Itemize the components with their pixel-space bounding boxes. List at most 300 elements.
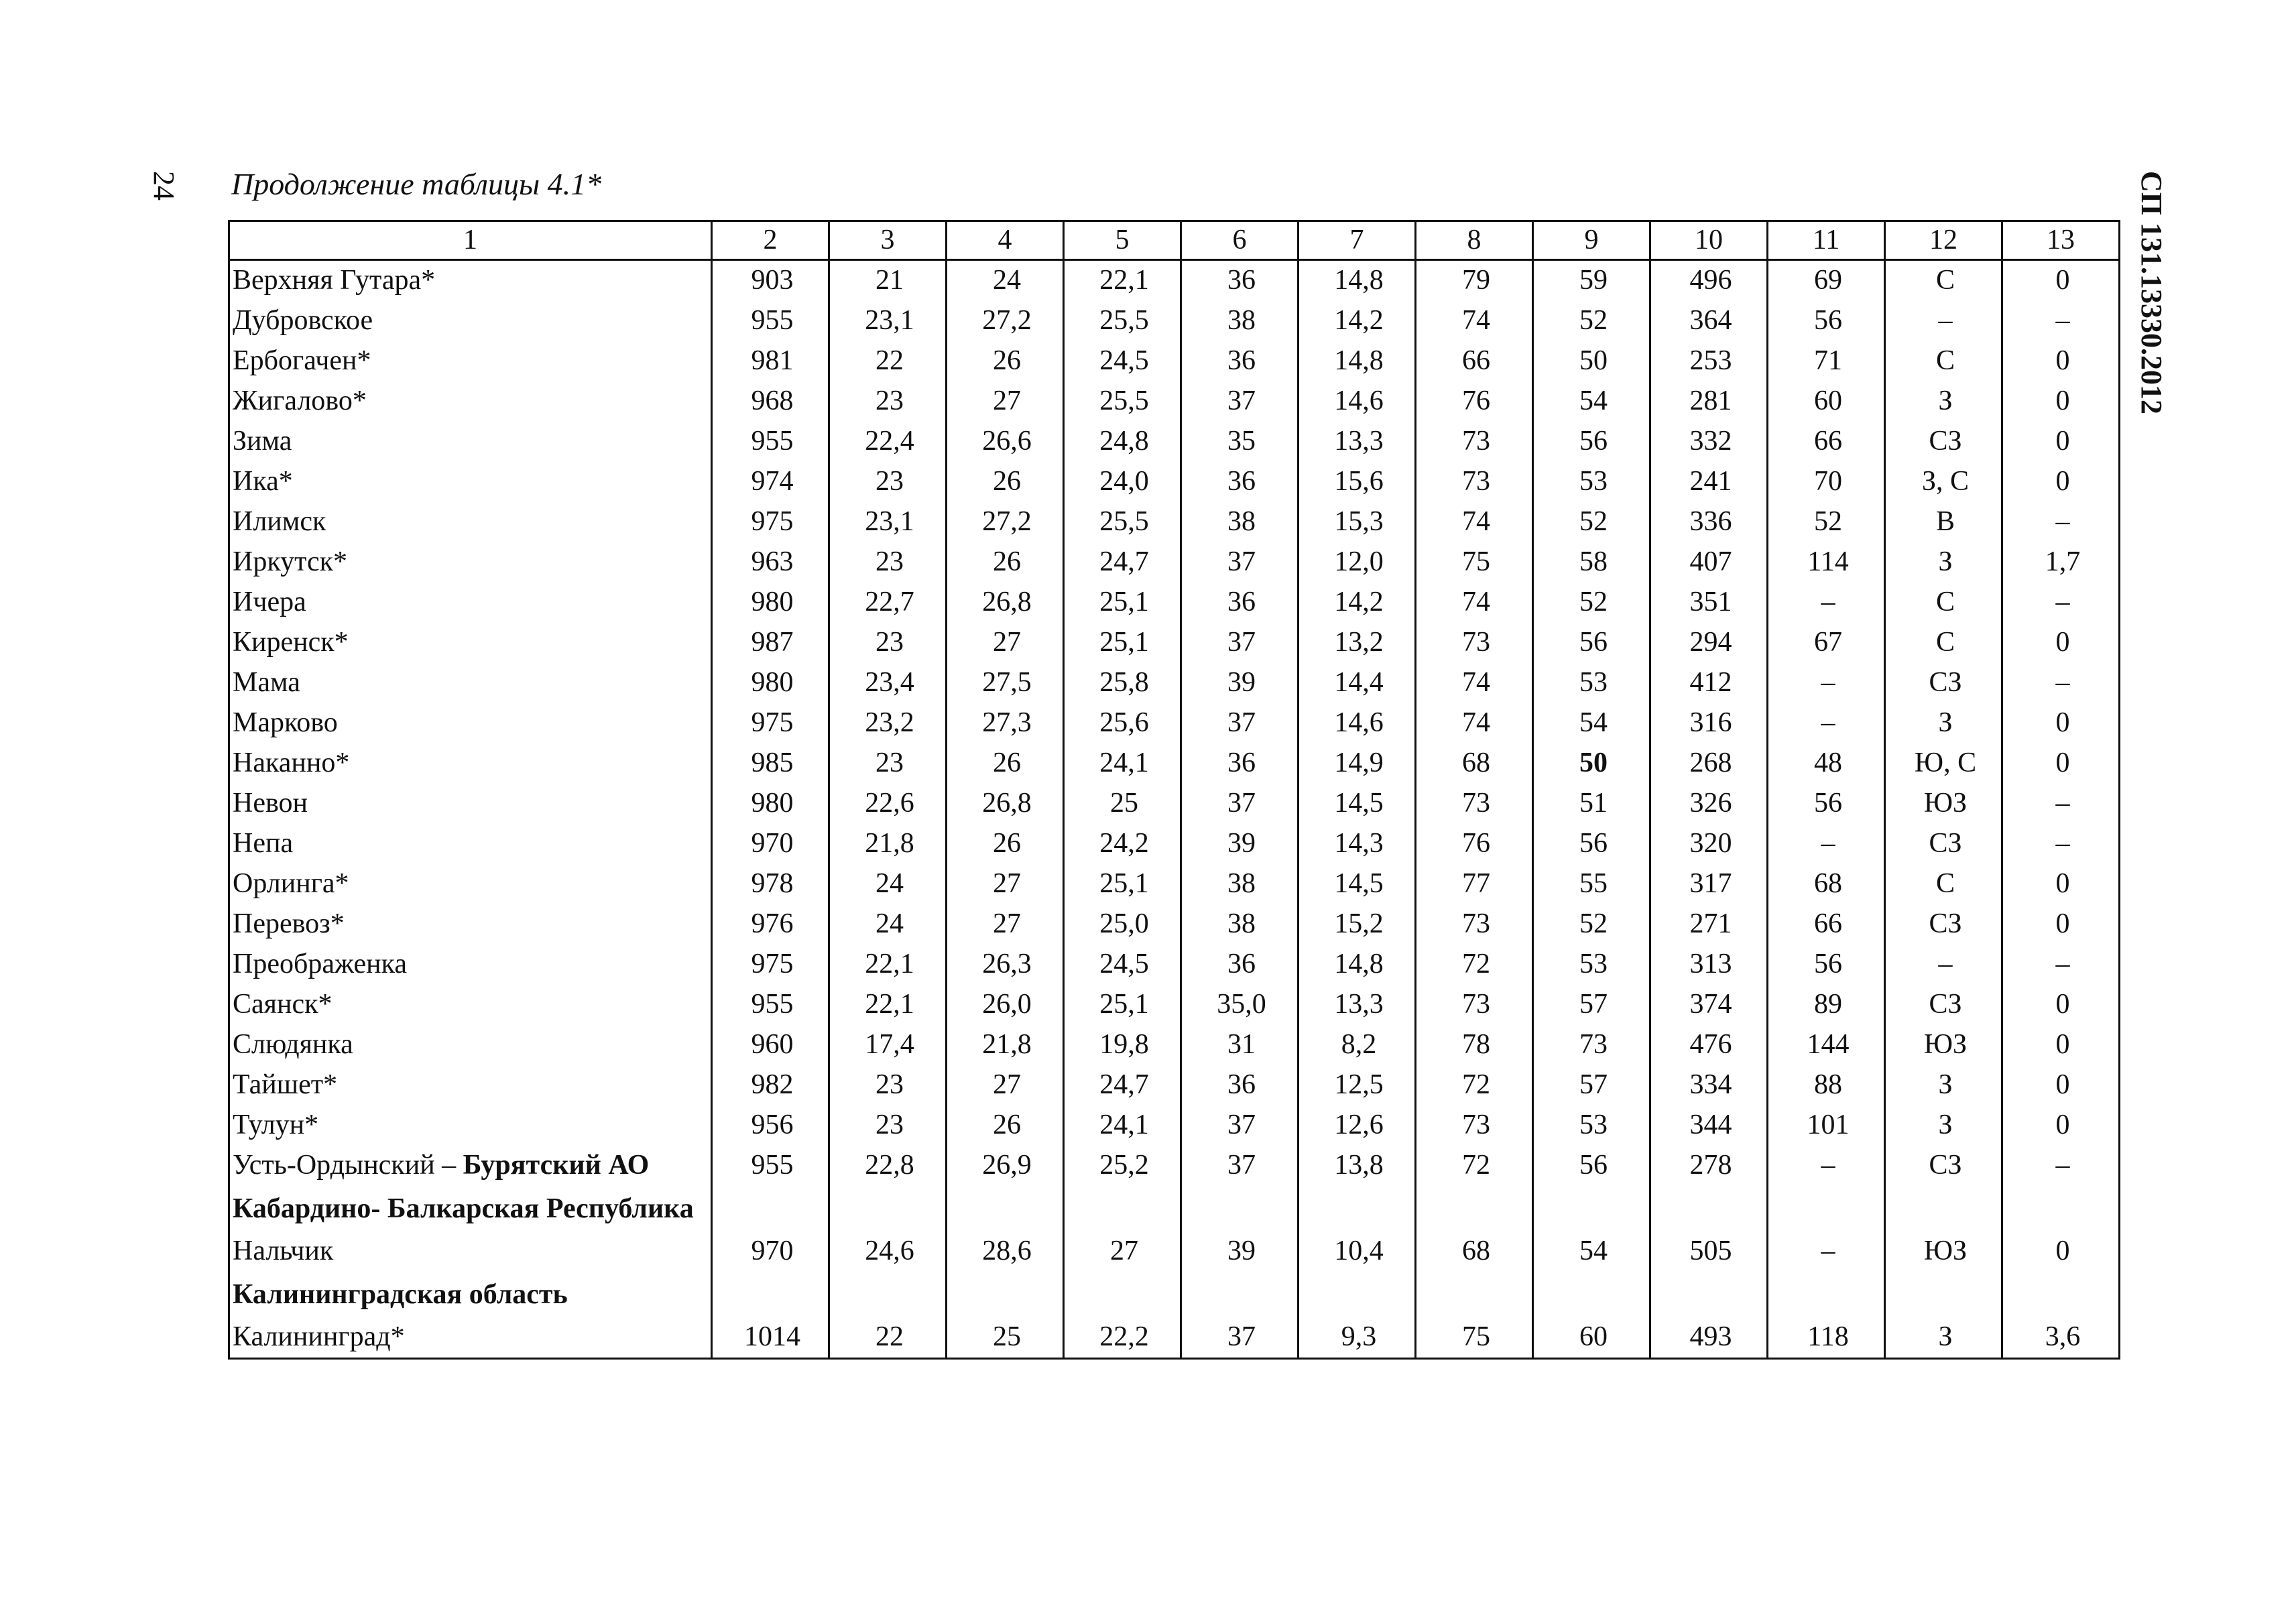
table-row [229, 1065, 2120, 1105]
value-cell-col-10: 281 [1650, 381, 1768, 422]
value-cell-col-7: 12,0 [1298, 542, 1416, 583]
value-cell-col-3: 23,1 [829, 301, 947, 341]
value-cell-col-13: 0 [2002, 1025, 2120, 1065]
location-name-text: Илимск [233, 506, 326, 538]
location-name-text: Наканно* [233, 747, 350, 779]
value-cell-col-4: 27,3 [947, 703, 1064, 743]
location-name-text: Дубровское [233, 305, 373, 337]
empty-cell [1064, 1186, 1181, 1231]
value-cell-col-3: 22,1 [829, 985, 947, 1025]
value-cell-col-5: 24,8 [1064, 422, 1181, 462]
location-name [229, 542, 712, 583]
value-cell-col-6: 37 [1181, 623, 1298, 663]
value-cell-col-3: 22,8 [829, 1146, 947, 1186]
value-cell-col-11: – [1768, 583, 1885, 623]
table-row [229, 864, 2120, 904]
value-cell-col-4: 27 [947, 623, 1064, 663]
value-cell-col-3: 23 [829, 462, 947, 502]
value-cell-col-6: 37 [1181, 542, 1298, 583]
empty-cell [1181, 1186, 1298, 1231]
value-cell-col-2: 955 [712, 422, 829, 462]
value-cell-col-13: 0 [2002, 1231, 2120, 1272]
value-cell-col-3: 22 [829, 1317, 947, 1359]
table-row [229, 1146, 2120, 1186]
table-row [229, 663, 2120, 703]
value-cell-col-2: 955 [712, 985, 829, 1025]
value-cell-col-12: З [1885, 703, 2002, 743]
value-cell-col-5: 25,8 [1064, 663, 1181, 703]
location-name [229, 703, 712, 743]
page-number: 24 [147, 171, 180, 200]
value-cell-col-11: – [1768, 663, 1885, 703]
value-cell-col-6: 37 [1181, 703, 1298, 743]
value-cell-col-7: 14,2 [1298, 301, 1416, 341]
value-cell-col-11: 66 [1768, 422, 1885, 462]
value-cell-col-4: 27 [947, 1065, 1064, 1105]
value-cell-col-12: СЗ [1885, 1146, 2002, 1186]
value-cell-col-12: С [1885, 864, 2002, 904]
value-cell-col-8: 75 [1416, 1317, 1533, 1359]
location-name-text: Жигалово* [233, 385, 367, 417]
value-cell-col-3: 23 [829, 381, 947, 422]
value-cell-col-5: 19,8 [1064, 1025, 1181, 1065]
table-row [229, 1025, 2120, 1065]
value-cell-col-11: 88 [1768, 1065, 1885, 1105]
empty-cell [1298, 1186, 1416, 1231]
value-cell-col-3: 21,8 [829, 824, 947, 864]
value-cell-col-2: 1014 [712, 1317, 829, 1359]
value-cell-col-5: 24,0 [1064, 462, 1181, 502]
value-cell-col-8: 73 [1416, 462, 1533, 502]
value-cell-col-10: 407 [1650, 542, 1768, 583]
location-name [229, 1231, 712, 1272]
value-cell-col-12: З [1885, 1317, 2002, 1359]
value-cell-col-6: 35,0 [1181, 985, 1298, 1025]
empty-cell [1064, 1272, 1181, 1317]
value-cell-col-5: 24,1 [1064, 743, 1181, 784]
value-cell-col-10: 332 [1650, 422, 1768, 462]
location-name [229, 904, 712, 945]
value-cell-col-5: 25,0 [1064, 904, 1181, 945]
value-cell-col-11: 56 [1768, 945, 1885, 985]
value-cell-col-9: 58 [1533, 542, 1650, 583]
table-row [229, 904, 2120, 945]
value-cell-col-6: 37 [1181, 784, 1298, 824]
value-cell-col-9: 51 [1533, 784, 1650, 824]
value-cell-col-8: 68 [1416, 1231, 1533, 1272]
value-cell-col-13: – [2002, 824, 2120, 864]
value-cell-col-13: – [2002, 784, 2120, 824]
location-name [229, 1065, 712, 1105]
value-cell-col-8: 73 [1416, 422, 1533, 462]
value-cell-col-5: 25,1 [1064, 864, 1181, 904]
value-cell-col-5: 25,1 [1064, 623, 1181, 663]
value-cell-col-8: 68 [1416, 743, 1533, 784]
location-name-bold-text: Бурятский АО [463, 1150, 650, 1181]
location-name-text: Перевоз* [233, 908, 345, 940]
value-cell-col-4: 21,8 [947, 1025, 1064, 1065]
table-header-row [229, 221, 2120, 260]
value-cell-col-10: 294 [1650, 623, 1768, 663]
location-name-text: Тулун* [233, 1109, 319, 1141]
value-cell-col-12: СЗ [1885, 904, 2002, 945]
value-cell-col-10: 326 [1650, 784, 1768, 824]
value-cell-col-8: 66 [1416, 341, 1533, 381]
value-cell-col-7: 13,2 [1298, 623, 1416, 663]
value-cell-col-12: В [1885, 502, 2002, 542]
value-cell-col-9: 59 [1533, 260, 1650, 302]
value-cell-col-5: 25,5 [1064, 301, 1181, 341]
value-cell-col-13: 0 [2002, 462, 2120, 502]
empty-cell [1768, 1186, 1885, 1231]
value-cell-col-10: 320 [1650, 824, 1768, 864]
value-cell-col-12: – [1885, 301, 2002, 341]
location-name [229, 743, 712, 784]
value-cell-col-11: 101 [1768, 1105, 1885, 1146]
location-name [229, 824, 712, 864]
value-cell-col-7: 14,6 [1298, 703, 1416, 743]
value-cell-col-13: 1,7 [2002, 542, 2120, 583]
value-cell-col-12: З [1885, 381, 2002, 422]
value-cell-col-12: С [1885, 583, 2002, 623]
value-cell-col-10: 505 [1650, 1231, 1768, 1272]
value-cell-col-4: 27,5 [947, 663, 1064, 703]
value-cell-col-5: 25 [1064, 784, 1181, 824]
value-cell-col-4: 26,9 [947, 1146, 1064, 1186]
value-cell-col-4: 26,3 [947, 945, 1064, 985]
value-cell-col-6: 35 [1181, 422, 1298, 462]
value-cell-col-13: 0 [2002, 381, 2120, 422]
value-cell-col-3: 23,2 [829, 703, 947, 743]
value-cell-col-3: 24 [829, 904, 947, 945]
value-cell-col-2: 980 [712, 663, 829, 703]
location-name-text: Усть-Ордынский – [233, 1150, 463, 1181]
value-cell-col-10: 351 [1650, 583, 1768, 623]
value-cell-col-6: 36 [1181, 1065, 1298, 1105]
value-cell-col-10: 317 [1650, 864, 1768, 904]
value-cell-col-5: 24,7 [1064, 542, 1181, 583]
value-cell-col-7: 14,2 [1298, 583, 1416, 623]
value-cell-col-9: 57 [1533, 985, 1650, 1025]
value-cell-col-10: 253 [1650, 341, 1768, 381]
value-cell-col-13: 0 [2002, 260, 2120, 302]
empty-cell [829, 1272, 947, 1317]
value-cell-col-9: 73 [1533, 1025, 1650, 1065]
value-cell-col-11: – [1768, 824, 1885, 864]
table-row [229, 542, 2120, 583]
value-cell-col-10: 336 [1650, 502, 1768, 542]
value-cell-col-11: 56 [1768, 301, 1885, 341]
column-header-9: 9 [1533, 221, 1650, 260]
value-cell-col-8: 74 [1416, 583, 1533, 623]
value-cell-col-9: 56 [1533, 623, 1650, 663]
value-cell-col-6: 36 [1181, 462, 1298, 502]
value-cell-col-11: 144 [1768, 1025, 1885, 1065]
location-name [229, 462, 712, 502]
empty-cell [1768, 1272, 1885, 1317]
column-header-10: 10 [1650, 221, 1768, 260]
location-name-text: Нальчик [233, 1236, 334, 1267]
empty-cell [2002, 1186, 2120, 1231]
value-cell-col-4: 26 [947, 542, 1064, 583]
table-body [229, 260, 2120, 1359]
value-cell-col-6: 31 [1181, 1025, 1298, 1065]
table-row [229, 703, 2120, 743]
value-cell-col-2: 981 [712, 341, 829, 381]
value-cell-col-12: С [1885, 623, 2002, 663]
column-header-6: 6 [1181, 221, 1298, 260]
value-cell-col-12: – [1885, 945, 2002, 985]
value-cell-col-11: 68 [1768, 864, 1885, 904]
value-cell-col-11: 89 [1768, 985, 1885, 1025]
value-cell-col-6: 37 [1181, 381, 1298, 422]
value-cell-col-2: 980 [712, 784, 829, 824]
climate-data-table [228, 220, 2120, 1360]
value-cell-col-13: – [2002, 583, 2120, 623]
value-cell-col-11: 69 [1768, 260, 1885, 302]
value-cell-col-3: 23,4 [829, 663, 947, 703]
value-cell-col-6: 36 [1181, 583, 1298, 623]
table-row [229, 502, 2120, 542]
value-cell-col-12: З [1885, 1065, 2002, 1105]
value-cell-col-2: 980 [712, 583, 829, 623]
table-row [229, 260, 2120, 302]
value-cell-col-11: 70 [1768, 462, 1885, 502]
location-name-text: Тайшет* [233, 1069, 338, 1101]
value-cell-col-12: Ю, С [1885, 743, 2002, 784]
value-cell-col-12: С [1885, 260, 2002, 302]
table-row [229, 1317, 2120, 1359]
value-cell-col-13: 0 [2002, 904, 2120, 945]
value-cell-col-5: 25,6 [1064, 703, 1181, 743]
value-cell-col-8: 74 [1416, 663, 1533, 703]
table-row [229, 583, 2120, 623]
value-cell-col-2: 982 [712, 1065, 829, 1105]
value-cell-col-4: 26,6 [947, 422, 1064, 462]
table-row [229, 1231, 2120, 1272]
value-cell-col-7: 14,8 [1298, 260, 1416, 302]
location-name [229, 502, 712, 542]
value-cell-col-7: 13,3 [1298, 422, 1416, 462]
value-cell-col-2: 978 [712, 864, 829, 904]
value-cell-col-2: 976 [712, 904, 829, 945]
location-name-text: Невон [233, 788, 308, 819]
value-cell-col-3: 21 [829, 260, 947, 302]
value-cell-col-13: 0 [2002, 422, 2120, 462]
table-row [229, 301, 2120, 341]
value-cell-col-7: 13,8 [1298, 1146, 1416, 1186]
value-cell-col-12: ЮЗ [1885, 784, 2002, 824]
value-cell-col-7: 9,3 [1298, 1317, 1416, 1359]
value-cell-col-13: – [2002, 1146, 2120, 1186]
value-cell-col-9: 50 [1533, 743, 1650, 784]
value-cell-col-9: 54 [1533, 703, 1650, 743]
location-name [229, 784, 712, 824]
location-name-text: Ербогачен* [233, 345, 371, 377]
value-cell-col-8: 78 [1416, 1025, 1533, 1065]
column-header-5: 5 [1064, 221, 1181, 260]
value-cell-col-5: 25,1 [1064, 985, 1181, 1025]
value-cell-col-2: 960 [712, 1025, 829, 1065]
value-cell-col-7: 8,2 [1298, 1025, 1416, 1065]
value-cell-col-7: 14,5 [1298, 784, 1416, 824]
value-cell-col-10: 344 [1650, 1105, 1768, 1146]
value-cell-col-7: 14,3 [1298, 824, 1416, 864]
value-cell-col-12: ЮЗ [1885, 1231, 2002, 1272]
value-cell-col-4: 25 [947, 1317, 1064, 1359]
table-row [229, 381, 2120, 422]
empty-cell [712, 1272, 829, 1317]
location-name-text: Саянск* [233, 989, 333, 1020]
value-cell-col-4: 26 [947, 743, 1064, 784]
table-row [229, 422, 2120, 462]
location-name-text: Мама [233, 667, 300, 699]
value-cell-col-2: 955 [712, 301, 829, 341]
value-cell-col-6: 39 [1181, 824, 1298, 864]
value-cell-col-12: З, С [1885, 462, 2002, 502]
column-header-7: 7 [1298, 221, 1416, 260]
value-cell-col-6: 37 [1181, 1146, 1298, 1186]
value-cell-col-9: 55 [1533, 864, 1650, 904]
value-cell-col-11: 118 [1768, 1317, 1885, 1359]
table-row [229, 743, 2120, 784]
value-cell-col-7: 15,6 [1298, 462, 1416, 502]
value-cell-col-3: 23 [829, 542, 947, 583]
value-cell-col-13: – [2002, 301, 2120, 341]
value-cell-col-3: 23,1 [829, 502, 947, 542]
empty-cell [1885, 1186, 2002, 1231]
value-cell-col-9: 52 [1533, 301, 1650, 341]
empty-cell [829, 1186, 947, 1231]
value-cell-col-6: 38 [1181, 904, 1298, 945]
value-cell-col-12: С [1885, 341, 2002, 381]
value-cell-col-4: 26 [947, 1105, 1064, 1146]
value-cell-col-4: 27 [947, 904, 1064, 945]
value-cell-col-13: 0 [2002, 1065, 2120, 1105]
value-cell-col-3: 22,4 [829, 422, 947, 462]
value-cell-col-13: – [2002, 502, 2120, 542]
value-cell-col-10: 278 [1650, 1146, 1768, 1186]
value-cell-col-7: 14,8 [1298, 341, 1416, 381]
column-header-11: 11 [1768, 221, 1885, 260]
value-cell-col-10: 364 [1650, 301, 1768, 341]
value-cell-col-4: 26 [947, 462, 1064, 502]
value-cell-col-2: 985 [712, 743, 829, 784]
location-name [229, 422, 712, 462]
location-name-text: Калининград* [233, 1321, 405, 1353]
location-name [229, 985, 712, 1025]
value-cell-col-10: 412 [1650, 663, 1768, 703]
value-cell-col-8: 74 [1416, 301, 1533, 341]
value-cell-col-5: 22,1 [1064, 260, 1181, 302]
value-cell-col-5: 25,5 [1064, 381, 1181, 422]
value-cell-col-12: СЗ [1885, 985, 2002, 1025]
column-header-2: 2 [712, 221, 829, 260]
value-cell-col-8: 72 [1416, 1146, 1533, 1186]
empty-cell [1181, 1272, 1298, 1317]
value-cell-col-12: З [1885, 1105, 2002, 1146]
table-row [229, 462, 2120, 502]
column-header-12: 12 [1885, 221, 2002, 260]
value-cell-col-9: 54 [1533, 1231, 1650, 1272]
value-cell-col-7: 13,3 [1298, 985, 1416, 1025]
value-cell-col-11: 48 [1768, 743, 1885, 784]
value-cell-col-13: 0 [2002, 985, 2120, 1025]
value-cell-col-9: 56 [1533, 422, 1650, 462]
value-cell-col-5: 22,2 [1064, 1317, 1181, 1359]
value-cell-col-2: 955 [712, 1146, 829, 1186]
value-cell-col-12: З [1885, 542, 2002, 583]
value-cell-col-4: 27 [947, 864, 1064, 904]
location-name [229, 260, 712, 302]
empty-cell [2002, 1272, 2120, 1317]
value-cell-col-4: 26,8 [947, 784, 1064, 824]
value-cell-col-11: 114 [1768, 542, 1885, 583]
value-cell-col-11: 60 [1768, 381, 1885, 422]
value-cell-col-9: 53 [1533, 945, 1650, 985]
value-cell-col-6: 37 [1181, 1105, 1298, 1146]
value-cell-col-8: 79 [1416, 260, 1533, 302]
value-cell-col-5: 25,2 [1064, 1146, 1181, 1186]
table-caption: Продолжение таблицы 4.1* [231, 167, 602, 201]
value-cell-col-2: 987 [712, 623, 829, 663]
region-row [229, 1272, 2120, 1317]
value-cell-col-5: 24,7 [1064, 1065, 1181, 1105]
value-cell-col-9: 52 [1533, 904, 1650, 945]
value-cell-col-6: 37 [1181, 1317, 1298, 1359]
empty-cell [1885, 1272, 2002, 1317]
value-cell-col-8: 73 [1416, 904, 1533, 945]
table-row [229, 985, 2120, 1025]
value-cell-col-2: 975 [712, 502, 829, 542]
location-name-text: Верхняя Гутара* [233, 265, 436, 296]
value-cell-col-6: 36 [1181, 945, 1298, 985]
empty-cell [1298, 1272, 1416, 1317]
value-cell-col-11: 66 [1768, 904, 1885, 945]
column-header-13: 13 [2002, 221, 2120, 260]
value-cell-col-5: 24,2 [1064, 824, 1181, 864]
table-row [229, 824, 2120, 864]
location-name-text: Ика* [233, 466, 293, 497]
value-cell-col-8: 73 [1416, 623, 1533, 663]
location-name-text: Киренск* [233, 627, 349, 658]
value-cell-col-8: 76 [1416, 381, 1533, 422]
column-header-3: 3 [829, 221, 947, 260]
location-name [229, 864, 712, 904]
empty-cell [1416, 1186, 1533, 1231]
value-cell-col-10: 313 [1650, 945, 1768, 985]
value-cell-col-4: 26,8 [947, 583, 1064, 623]
value-cell-col-8: 72 [1416, 1065, 1533, 1105]
value-cell-col-13: 0 [2002, 623, 2120, 663]
value-cell-col-2: 968 [712, 381, 829, 422]
location-name [229, 301, 712, 341]
value-cell-col-6: 38 [1181, 301, 1298, 341]
value-cell-col-3: 22,7 [829, 583, 947, 623]
location-name [229, 663, 712, 703]
value-cell-col-8: 74 [1416, 502, 1533, 542]
location-name-text: Непа [233, 828, 294, 859]
value-cell-col-4: 27 [947, 381, 1064, 422]
value-cell-col-3: 23 [829, 1065, 947, 1105]
value-cell-col-10: 476 [1650, 1025, 1768, 1065]
value-cell-col-6: 39 [1181, 663, 1298, 703]
value-cell-col-8: 77 [1416, 864, 1533, 904]
value-cell-col-10: 496 [1650, 260, 1768, 302]
value-cell-col-3: 24 [829, 864, 947, 904]
value-cell-col-5: 24,5 [1064, 945, 1181, 985]
value-cell-col-11: 71 [1768, 341, 1885, 381]
